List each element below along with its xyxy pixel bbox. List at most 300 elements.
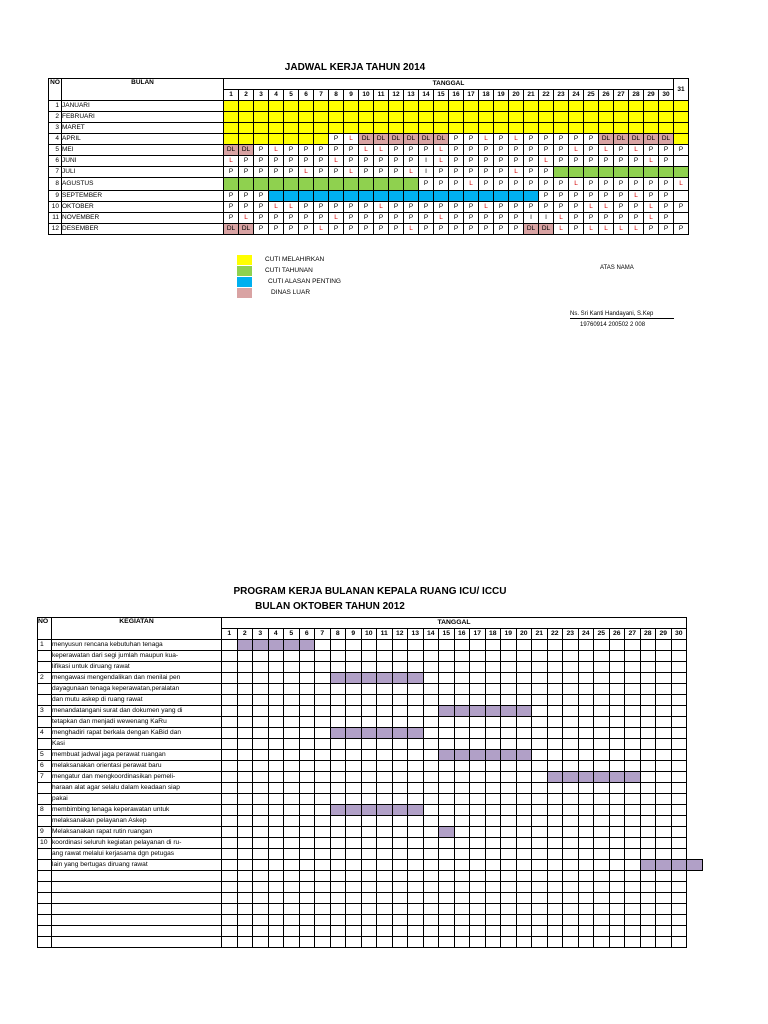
day-cell bbox=[640, 838, 656, 849]
day-cell bbox=[315, 849, 331, 860]
day-cell bbox=[470, 827, 486, 838]
activity-bar-cell bbox=[656, 860, 672, 871]
cell-cuti-melahirkan bbox=[284, 112, 299, 123]
day-header: 11 bbox=[377, 629, 393, 640]
day-cell bbox=[330, 761, 346, 772]
day-cell bbox=[656, 882, 672, 893]
day-cell bbox=[594, 750, 610, 761]
day-cell bbox=[687, 640, 703, 651]
day-cell bbox=[253, 662, 269, 673]
cell-libur: L bbox=[554, 224, 569, 235]
day-cell bbox=[640, 761, 656, 772]
day-cell bbox=[408, 915, 424, 926]
cell-shift: P bbox=[599, 191, 614, 202]
day-cell bbox=[377, 717, 393, 728]
day-cell bbox=[408, 794, 424, 805]
activity-text: menghadiri rapat berkala dengan KaBid dan bbox=[52, 728, 222, 739]
day-cell bbox=[315, 871, 331, 882]
day-header: 20 bbox=[516, 629, 532, 640]
day-cell bbox=[501, 695, 517, 706]
cell-shift: P bbox=[389, 145, 404, 156]
activity-row bbox=[38, 805, 703, 816]
day-cell bbox=[423, 750, 439, 761]
activity-row bbox=[38, 882, 703, 893]
activity-row bbox=[38, 662, 703, 673]
day-cell bbox=[454, 640, 470, 651]
cell-shift: P bbox=[434, 178, 449, 191]
cell-cuti-melahirkan bbox=[554, 101, 569, 112]
cell-shift: P bbox=[329, 224, 344, 235]
cell-shift: P bbox=[284, 224, 299, 235]
day-cell bbox=[501, 684, 517, 695]
day-cell bbox=[516, 805, 532, 816]
activity-no bbox=[38, 662, 52, 673]
day-cell bbox=[299, 904, 315, 915]
cell-cuti-melahirkan bbox=[404, 112, 419, 123]
cell-cuti-melahirkan bbox=[284, 123, 299, 134]
day-cell bbox=[346, 816, 362, 827]
day-header: 30 bbox=[659, 90, 674, 101]
cell-shift: P bbox=[344, 213, 359, 224]
cell-shift: P bbox=[329, 145, 344, 156]
cell-cuti-melahirkan bbox=[299, 112, 314, 123]
day-cell bbox=[485, 640, 501, 651]
day-cell bbox=[330, 882, 346, 893]
day-cell bbox=[222, 915, 238, 926]
day-header: 26 bbox=[599, 90, 614, 101]
cell-cuti-melahirkan bbox=[494, 123, 509, 134]
day-cell bbox=[315, 706, 331, 717]
day-cell bbox=[237, 838, 253, 849]
day-cell bbox=[237, 816, 253, 827]
day-cell bbox=[470, 805, 486, 816]
cell-dinas-luar: DL bbox=[659, 134, 674, 145]
cell-cuti-melahirkan bbox=[374, 101, 389, 112]
day-cell bbox=[640, 893, 656, 904]
activity-no bbox=[38, 893, 52, 904]
day-cell bbox=[640, 937, 656, 948]
cell-shift: P bbox=[659, 178, 674, 191]
day-cell bbox=[547, 937, 563, 948]
activity-row bbox=[38, 717, 703, 728]
day-cell bbox=[485, 926, 501, 937]
cell-cuti-melahirkan bbox=[359, 123, 374, 134]
cell-cuti-melahirkan bbox=[464, 101, 479, 112]
day-cell bbox=[330, 684, 346, 695]
day-cell bbox=[268, 926, 284, 937]
day-cell bbox=[237, 684, 253, 695]
day-cell bbox=[516, 893, 532, 904]
day-cell bbox=[423, 882, 439, 893]
cell-shift: P bbox=[629, 156, 644, 167]
cell-cuti-melahirkan bbox=[614, 101, 629, 112]
day-header: 22 bbox=[547, 629, 563, 640]
day-cell bbox=[222, 860, 238, 871]
cell-libur: L bbox=[599, 145, 614, 156]
day-cell bbox=[439, 728, 455, 739]
day-header: 9 bbox=[344, 90, 359, 101]
day-cell bbox=[656, 662, 672, 673]
day-header: 11 bbox=[374, 90, 389, 101]
day-cell bbox=[268, 904, 284, 915]
cell-shift: P bbox=[344, 224, 359, 235]
cell-shift: P bbox=[569, 134, 584, 145]
day-cell bbox=[594, 871, 610, 882]
day-cell bbox=[578, 805, 594, 816]
day-cell bbox=[222, 904, 238, 915]
day-cell bbox=[361, 882, 377, 893]
day-cell bbox=[516, 651, 532, 662]
day-cell bbox=[671, 695, 687, 706]
cell-shift: P bbox=[239, 156, 254, 167]
cell-cuti-tahunan bbox=[614, 167, 629, 178]
month-row bbox=[49, 123, 689, 134]
cell-cuti-melahirkan bbox=[644, 112, 659, 123]
day-cell bbox=[392, 794, 408, 805]
activity-bar-cell bbox=[299, 640, 315, 651]
day-cell bbox=[625, 849, 641, 860]
cell-empty bbox=[674, 191, 689, 202]
day-cell bbox=[299, 860, 315, 871]
day-cell bbox=[299, 695, 315, 706]
cell-cuti-melahirkan bbox=[659, 112, 674, 123]
day-cell bbox=[423, 926, 439, 937]
day-cell bbox=[578, 717, 594, 728]
cell-shift: P bbox=[659, 145, 674, 156]
day-cell bbox=[377, 915, 393, 926]
day-cell bbox=[439, 915, 455, 926]
day-cell bbox=[222, 838, 238, 849]
day-cell bbox=[377, 772, 393, 783]
day-cell bbox=[625, 673, 641, 684]
day-cell bbox=[284, 772, 300, 783]
day-cell bbox=[268, 915, 284, 926]
day-cell bbox=[485, 882, 501, 893]
day-cell bbox=[532, 695, 548, 706]
day-cell bbox=[547, 849, 563, 860]
day-cell bbox=[454, 772, 470, 783]
day-cell bbox=[237, 937, 253, 948]
cell-libur: L bbox=[644, 213, 659, 224]
day-cell bbox=[392, 695, 408, 706]
day-cell bbox=[315, 904, 331, 915]
cell-shift: P bbox=[389, 224, 404, 235]
cell-cuti-melahirkan bbox=[254, 101, 269, 112]
day-cell bbox=[454, 805, 470, 816]
cell-shift: P bbox=[254, 191, 269, 202]
month-row bbox=[49, 202, 689, 213]
day-cell bbox=[222, 772, 238, 783]
cell-libur: L bbox=[269, 145, 284, 156]
cell-shift: P bbox=[449, 202, 464, 213]
day-cell bbox=[547, 684, 563, 695]
day-cell bbox=[640, 662, 656, 673]
day-cell bbox=[423, 695, 439, 706]
activity-no bbox=[38, 695, 52, 706]
activity-bar-cell bbox=[346, 805, 362, 816]
month-no: 11 bbox=[49, 213, 62, 224]
day-cell bbox=[470, 882, 486, 893]
cell-shift: P bbox=[239, 167, 254, 178]
day-cell bbox=[578, 695, 594, 706]
day-cell bbox=[594, 651, 610, 662]
day-cell bbox=[377, 871, 393, 882]
cell-libur: L bbox=[599, 224, 614, 235]
month-name: JUNI bbox=[62, 156, 224, 167]
day-cell bbox=[315, 739, 331, 750]
day-cell bbox=[377, 926, 393, 937]
day-cell bbox=[361, 739, 377, 750]
day-cell bbox=[656, 783, 672, 794]
cell-libur: L bbox=[299, 167, 314, 178]
day-cell bbox=[578, 739, 594, 750]
day-header: 4 bbox=[269, 90, 284, 101]
cell-shift: P bbox=[314, 145, 329, 156]
activity-no bbox=[38, 684, 52, 695]
day-header: 1 bbox=[222, 629, 238, 640]
day-cell bbox=[609, 695, 625, 706]
day-cell bbox=[253, 816, 269, 827]
cell-cuti-melahirkan bbox=[479, 123, 494, 134]
activity-row bbox=[38, 816, 703, 827]
day-cell bbox=[671, 937, 687, 948]
day-cell bbox=[485, 662, 501, 673]
cell-shift: P bbox=[524, 145, 539, 156]
day-cell bbox=[346, 838, 362, 849]
day-cell bbox=[516, 728, 532, 739]
activity-no: 4 bbox=[38, 728, 52, 739]
day-cell bbox=[284, 805, 300, 816]
day-cell bbox=[284, 750, 300, 761]
cell-cuti-melahirkan bbox=[629, 123, 644, 134]
day-cell bbox=[485, 717, 501, 728]
day-cell bbox=[656, 794, 672, 805]
day-cell bbox=[222, 761, 238, 772]
activity-text: pakai bbox=[52, 794, 222, 805]
day-cell bbox=[501, 761, 517, 772]
cell-shift: P bbox=[419, 213, 434, 224]
cell-cuti-melahirkan bbox=[314, 123, 329, 134]
day-cell bbox=[222, 695, 238, 706]
day-cell bbox=[268, 794, 284, 805]
day-cell bbox=[253, 849, 269, 860]
day-cell bbox=[640, 717, 656, 728]
cell-shift: P bbox=[299, 156, 314, 167]
activity-no bbox=[38, 739, 52, 750]
cell-shift: P bbox=[464, 224, 479, 235]
day-cell bbox=[609, 717, 625, 728]
cell-shift: P bbox=[554, 145, 569, 156]
day-cell bbox=[377, 838, 393, 849]
activity-row bbox=[38, 728, 703, 739]
activity-bar-cell bbox=[284, 640, 300, 651]
day-header: 7 bbox=[314, 90, 329, 101]
day-cell bbox=[408, 717, 424, 728]
col-no-header: NO bbox=[49, 79, 62, 101]
activity-row bbox=[38, 673, 703, 684]
day-cell bbox=[563, 893, 579, 904]
day-cell bbox=[439, 904, 455, 915]
cell-shift: P bbox=[269, 156, 284, 167]
day-cell bbox=[656, 827, 672, 838]
cell-shift: P bbox=[479, 145, 494, 156]
day-cell bbox=[470, 717, 486, 728]
cell-cuti-melahirkan bbox=[599, 123, 614, 134]
day-cell bbox=[361, 684, 377, 695]
day-cell bbox=[346, 706, 362, 717]
month-no: 1 bbox=[49, 101, 62, 112]
day-header: 18 bbox=[479, 90, 494, 101]
cell-shift: P bbox=[449, 213, 464, 224]
cell-cuti-melahirkan bbox=[224, 134, 239, 145]
day-cell bbox=[470, 673, 486, 684]
day-cell bbox=[547, 673, 563, 684]
activity-bar-cell bbox=[377, 805, 393, 816]
cell-shift: P bbox=[359, 202, 374, 213]
cell-cuti-melahirkan bbox=[509, 123, 524, 134]
day-cell bbox=[346, 739, 362, 750]
cell-shift: P bbox=[509, 213, 524, 224]
cell-shift: P bbox=[344, 202, 359, 213]
cell-cuti-melahirkan bbox=[344, 112, 359, 123]
day-cell bbox=[687, 750, 703, 761]
cell-shift: P bbox=[644, 191, 659, 202]
day-cell bbox=[408, 695, 424, 706]
cell-cuti-tahunan bbox=[569, 167, 584, 178]
day-cell bbox=[377, 794, 393, 805]
day-cell bbox=[501, 739, 517, 750]
day-cell bbox=[594, 805, 610, 816]
day-cell bbox=[315, 640, 331, 651]
day-cell bbox=[594, 783, 610, 794]
day-cell bbox=[640, 904, 656, 915]
cell-shift: P bbox=[254, 156, 269, 167]
cell-cuti-melahirkan bbox=[644, 123, 659, 134]
day-cell bbox=[687, 695, 703, 706]
day-cell bbox=[377, 849, 393, 860]
day-cell bbox=[408, 937, 424, 948]
cell-libur: L bbox=[329, 156, 344, 167]
day-cell bbox=[237, 750, 253, 761]
cell-shift: P bbox=[614, 191, 629, 202]
day-header: 22 bbox=[539, 90, 554, 101]
day-cell bbox=[268, 673, 284, 684]
day-cell bbox=[299, 651, 315, 662]
day-cell bbox=[563, 849, 579, 860]
day-cell bbox=[346, 651, 362, 662]
schedule-table bbox=[48, 78, 689, 235]
month-no: 5 bbox=[49, 145, 62, 156]
activity-text: lifikasi untuk diruang rawat bbox=[52, 662, 222, 673]
day-cell bbox=[284, 706, 300, 717]
activity-text bbox=[52, 926, 222, 937]
cell-shift: P bbox=[554, 156, 569, 167]
activity-no bbox=[38, 904, 52, 915]
activity-text: menyusun rencana kebutuhan tenaga bbox=[52, 640, 222, 651]
cell-cuti-melahirkan bbox=[344, 101, 359, 112]
day-cell bbox=[671, 783, 687, 794]
legend-label: DINAS LUAR bbox=[271, 289, 311, 296]
day-cell bbox=[547, 915, 563, 926]
day-cell bbox=[485, 904, 501, 915]
day-cell bbox=[609, 904, 625, 915]
day-header: 15 bbox=[439, 629, 455, 640]
day-cell bbox=[609, 728, 625, 739]
cell-shift: P bbox=[254, 224, 269, 235]
day-cell bbox=[454, 673, 470, 684]
cell-shift: P bbox=[419, 224, 434, 235]
day-cell bbox=[346, 860, 362, 871]
day-cell bbox=[578, 893, 594, 904]
day-cell bbox=[315, 684, 331, 695]
day-cell bbox=[454, 926, 470, 937]
cell-shift: P bbox=[644, 145, 659, 156]
cell-shift: P bbox=[464, 213, 479, 224]
cell-libur: L bbox=[464, 178, 479, 191]
day-cell bbox=[609, 706, 625, 717]
legend-label: CUTI TAHUNAN bbox=[265, 267, 313, 274]
day-cell bbox=[485, 849, 501, 860]
cell-cuti-tahunan bbox=[554, 167, 569, 178]
day-cell bbox=[237, 651, 253, 662]
cell-shift: P bbox=[599, 213, 614, 224]
cell-shift: P bbox=[524, 202, 539, 213]
cell-cuti-tahunan bbox=[344, 178, 359, 191]
day-cell bbox=[361, 794, 377, 805]
day-cell bbox=[299, 783, 315, 794]
day-cell bbox=[625, 750, 641, 761]
cell-shift: P bbox=[599, 156, 614, 167]
activity-row bbox=[38, 684, 703, 695]
legend-label: CUTI MELAHIRKAN bbox=[265, 256, 325, 263]
cell-shift: P bbox=[644, 224, 659, 235]
cell-libur: L bbox=[584, 224, 599, 235]
cell-cuti-alasan-penting bbox=[494, 191, 509, 202]
day-cell bbox=[516, 772, 532, 783]
day-header: 23 bbox=[563, 629, 579, 640]
day-cell bbox=[222, 926, 238, 937]
atas-nama-label: ATAS NAMA bbox=[600, 265, 634, 271]
day-cell bbox=[268, 750, 284, 761]
day-cell bbox=[408, 849, 424, 860]
day-cell bbox=[532, 706, 548, 717]
day-cell bbox=[470, 937, 486, 948]
activity-row bbox=[38, 849, 703, 860]
cell-shift: P bbox=[524, 167, 539, 178]
day-cell bbox=[563, 684, 579, 695]
day-cell bbox=[346, 937, 362, 948]
day-cell bbox=[687, 761, 703, 772]
col-tanggal-header: TANGGAL bbox=[222, 618, 687, 629]
day-cell bbox=[532, 915, 548, 926]
day-cell bbox=[532, 871, 548, 882]
day-cell bbox=[625, 717, 641, 728]
day-cell bbox=[516, 662, 532, 673]
day-cell bbox=[625, 893, 641, 904]
day-cell bbox=[501, 849, 517, 860]
cell-shift: P bbox=[314, 213, 329, 224]
cell-dinas-luar: DL bbox=[644, 134, 659, 145]
activity-text bbox=[52, 915, 222, 926]
month-no: 2 bbox=[49, 112, 62, 123]
day-cell bbox=[315, 750, 331, 761]
day-cell bbox=[423, 662, 439, 673]
day-cell bbox=[687, 816, 703, 827]
day-cell bbox=[563, 739, 579, 750]
day-cell bbox=[609, 871, 625, 882]
cell-shift: P bbox=[614, 156, 629, 167]
day-cell bbox=[330, 915, 346, 926]
